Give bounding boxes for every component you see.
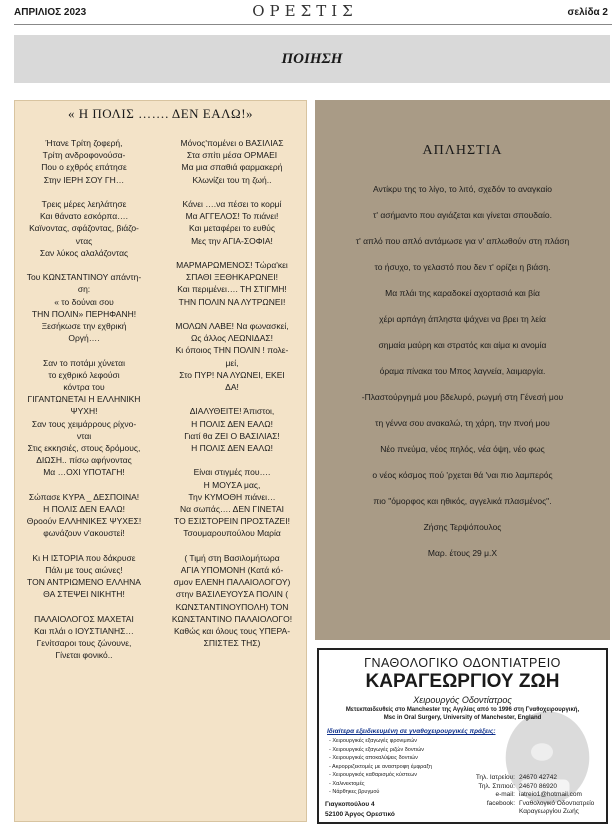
stanza: [162, 466, 302, 539]
poem-line: ΔΑ!: [225, 382, 239, 393]
ad-specialty-item: - Ακρορριζεκτομές με αναστροφη έμφραξη: [329, 763, 432, 770]
poem-line: ΚΩΝΣΤΑΝΤΙΝΟ ΠΑΛΑΙΟΛΟΓΟ!: [171, 613, 293, 624]
poem-title-polis: « Η ΠΟΛΙΣ ……. ΔΕΝ ΕΑΛΩ!»: [67, 106, 254, 121]
poem-line: το εχθρικό λεφούσι: [48, 369, 120, 380]
poem-line: ΤΟ ΕΣΙΣΤΟΡΕΙΝ ΠΡΟΣΤΑΖΕΙ!: [174, 516, 290, 527]
ad-education: [323, 706, 602, 722]
poem-line: Ως άλλος ΛΕΩΝΙΔΑΣ!: [191, 333, 273, 344]
header-divider: [14, 24, 612, 25]
poem-line: ΓΙΓΑΝΤΩΝΕΤΑΙ Η ΕΛΛΗΝΙΚΗ: [27, 394, 141, 405]
stanza: [14, 552, 154, 601]
ad-contact-value: 24670 86920: [519, 782, 557, 790]
ad-heading: ΓΝΑΘΟΛΟΓΙΚΟ ΟΔΟΝΤΙΑΤΡΕΙΟ: [364, 656, 561, 670]
poem-line: Ξεσήκωσε την εχθρική: [41, 321, 127, 332]
poem-line: Μόνος'πομένει ο ΒΑΣΙΛΙΑΣ: [180, 138, 284, 148]
poem-line: Σώπασε ΚΥΡΑ _ ΔΕΣΠΟΙΝΑ!: [28, 491, 140, 502]
ad-specialty-item: - Χαλινεκτομές: [329, 780, 365, 787]
poem-title-aplistia: ΑΠΛΗΣΤΙΑ: [422, 143, 503, 158]
stanza: [162, 552, 302, 650]
poem-line: Μαρ. έτους 29 μ.Χ: [427, 548, 498, 558]
poem-line: -Πλαστούργημά μου βδελυρό, ρωγμή στη Γένεσή μου: [361, 392, 564, 402]
poem-line: Κάνει ….να πέσει το κορμί: [182, 199, 282, 209]
poem-column-2: [162, 137, 302, 662]
section-title: ΠΟΙΗΣΗ: [281, 50, 343, 67]
poem-line: ση:: [77, 284, 91, 295]
poem-line: Και περιμένει…. ΤΗ ΣΤΙΓΜΗ!: [177, 284, 287, 295]
poem-line: Κι όποιος ΤΗΝ ΠΟΛΙΝ ! πολε-: [175, 345, 289, 356]
poem-line: Κι Η ΙΣΤΟΡΙΑ που δάκρυσε: [32, 552, 136, 563]
ad-education-line: Μετεκπαιδευθείς στο Manchester της Αγγλίας από το 1996 στη Γναθοχειρουργική,: [345, 707, 580, 713]
stanza: [14, 198, 154, 259]
poem-line: Ζήσης Τερψόπουλος: [423, 522, 502, 532]
poem-line: κόντρα του: [63, 382, 105, 393]
ad-specialty-item: - Νάρθηκες βρυγμού: [329, 789, 380, 795]
poem-line: Και θάνατο εσκόρπα….: [39, 211, 128, 222]
ad-contact-row: [459, 774, 594, 783]
poem-line: στην ΒΑΣΙΛΕΥΟΥΣΑ ΠΟΛΙΝ (: [175, 589, 289, 600]
ad-contact-row: [459, 783, 594, 792]
stanza: [14, 271, 154, 344]
ad-specialty-list: [329, 737, 432, 797]
poem-line: Σαν τους χειμάρρους ρίχνο-: [31, 418, 137, 429]
poem-line: όραμα πίνακα του Μπος λαγνεία, λαιμαργία.: [379, 366, 546, 376]
poem-line: Είναι στιγμές που….: [193, 467, 271, 478]
poem-line: Ήτανε Τρίτη ζοφερή,: [45, 138, 123, 148]
ad-contact-value: Καραγεωργίου Ζωής: [519, 808, 579, 815]
poem-line: ΣΠΑΘΙ ΞΕΘΗΚΑΡΩΝΕΙ!: [185, 272, 279, 283]
poem-line: Και μεταφέρει το ευθύς: [189, 223, 275, 234]
ad-address: [325, 800, 395, 820]
poem-line: Στα σπίτι μέσα ΟΡΜΑΕΙ: [186, 150, 278, 161]
stanza: [162, 137, 302, 186]
poem-line: σμον ΕΛΕΝΗ ΠΑΛΑΙΟΛΟΓΟΥ): [173, 577, 291, 588]
poem-line: Σαν λύκος αλαλάζοντας: [39, 247, 129, 258]
poem-line: Η ΜΟΥΣΑ μας,: [203, 479, 261, 490]
ad-contact-label: facebook:: [486, 799, 515, 807]
stanza: [162, 405, 302, 454]
poem-line: Τρεις μέρες λεηλάτησε: [41, 199, 127, 209]
stanza: [162, 320, 302, 393]
poem-line: Νέο πνεύμα, νέος πηλός, νέα όψη, νέο φως: [380, 444, 545, 454]
page-number: σελίδα 2: [567, 7, 608, 18]
poem-line: ΣΠΙΣΤΕΣ ΤΗΣ): [203, 638, 261, 649]
poem-line: Γενίτσαροι τους ζώνουνε,: [36, 638, 132, 649]
poem-line: τ' ασήμαντο που αγιάζεται και γίνεται σπουδαίο.: [373, 210, 552, 220]
poem-line: Να σωπάς…. ΔΕΝ ΓΙΝΕΤΑΙ: [180, 504, 284, 515]
ad-contact-value: 24670 42742: [519, 774, 557, 781]
poem-line: ΑΓΙΑ ΥΠΟΜΟΝΗ (Κατά κό-: [180, 565, 284, 576]
poem-line: Καϊνοντας, σφάζοντας, βιάζο-: [29, 223, 139, 234]
ad-contact-row: [459, 808, 594, 817]
poem-line: Κλωνίζει του τη ζωή..: [192, 174, 272, 185]
poem-line: ΠΑΛΑΙΟΛΟΓΟΣ ΜΑΧΕΤΑΙ: [34, 613, 134, 624]
poem-line: μεί,: [225, 357, 239, 368]
poem-line: Η ΠΟΛΙΣ ΔΕΝ ΕΑΛΩ!: [43, 504, 125, 515]
poem-line: Μα μια σπαθιά φαρμακερή: [181, 162, 283, 173]
poem-line: Και πλάι ο ΙΟΥΣΤΙΑΝΗΣ…: [34, 626, 134, 637]
poem-line: Η ΠΟΛΙΣ ΔΕΝ ΕΑΛΩ!: [191, 443, 273, 454]
poem-line: Μα πλάι της καραδοκεί αχορτασιά και βία: [385, 288, 540, 298]
poem-line: Θροούν ΕΛΛΗΝΙΚΕΣ ΨΥΧΕΣ!: [26, 516, 142, 527]
poem-line: « το δούναι σου: [54, 296, 114, 307]
poem-line: Του ΚΩΝΣΤΑΝΤΙΝΟΥ απάντη-: [26, 272, 142, 283]
ad-contact-label: e-mail:: [495, 791, 515, 798]
poem-line: Αντίκρυ της το λίγο, το λιτό, σχεδόν το αναγκαίο: [373, 184, 552, 194]
poem-line: φωνάζουν ν'ακουστεί!: [43, 528, 125, 539]
ad-specialty-item: - Χειρουργικός καθαρισμός κύστεων: [329, 772, 417, 778]
poem-line: χέρι αρπάγη άπληστα ψάχνει να βρει τη λεία: [379, 314, 546, 324]
poem-line: ( Τιμή στη Βασιλομήτωρα: [184, 552, 280, 563]
poem-line: σημαία μαύρη και στρατός και αίμα κι ανομία: [378, 340, 547, 350]
ad-contact-label: [459, 808, 519, 817]
poem-line: ΤΗΝ ΠΟΛΙΝ ΝΑ ΛΥΤΡΩΝΕΙ!: [178, 296, 286, 307]
poem-line: Μα …ΟΧΙ ΥΠΟΤΑΓΗ!: [43, 467, 125, 478]
poem-line: Μα ΑΓΓΕΛΟΣ! Το πιάνει!: [185, 211, 279, 222]
issue-date: ΑΠΡΙΛΙΟΣ 2023: [14, 7, 87, 18]
stanza: [14, 491, 154, 540]
poem-line: ΘΑ ΣΤΕΨΕΙ ΝΙΚΗΤΗ!: [43, 589, 125, 600]
stanza: [14, 137, 154, 186]
stanza: [162, 259, 302, 308]
poem-line: Γιατί θα ΖΕΙ Ο ΒΑΣΙΛΙΑΣ!: [184, 430, 280, 441]
poem-line: Στο ΠΥΡ! ΝΑ ΛΥΩΝΕΙ, ΕΚΕΙ: [179, 369, 285, 380]
poem-line: Μες την ΑΓΙΑ-ΣΟΦΙΑ!: [191, 235, 273, 246]
poem-line: το ήσυχο, το γελαστό που δεν τ' ορίζει η βιάση.: [374, 262, 551, 272]
poem-line: Στην ΙΕΡΗ ΣΟΥ ΓΗ…: [43, 174, 125, 185]
ad-specialty-item: - Χειρουργικές αποκαλύψεις δοντιών: [329, 755, 418, 761]
poem-line: ΨΥΧΗ!: [70, 406, 98, 417]
poem-line: Τρίτη ανδροφονούσα-: [42, 150, 126, 161]
stanza: [14, 357, 154, 479]
masthead: ΟΡΕΣΤΙΣ: [252, 2, 358, 20]
poem-line: Σαν το ποτάμι χύνεται: [43, 357, 125, 368]
ad-contact-label: Τηλ. Σπιτιού:: [478, 782, 515, 790]
poem-line: πιο "όμορφος και ηθικός, αγγελικά πλασμένος".: [373, 496, 552, 506]
ad-specialty-title: Ιδιαίτερα εξειδικευμένη σε γναθοχειρουργικές πράξεις:: [327, 728, 496, 735]
ad-contacts: [459, 774, 594, 817]
poem-line: Την ΚΥΜΟΘΗ πιάνει…: [188, 491, 276, 502]
ad-contact-value: Γναθολογικό Οδοντιατρείο: [519, 799, 595, 807]
poem-line: ΚΩΝΣΤΑΝΤΙΝΟΥΠΟΛΗ) ΤΟΝ: [175, 601, 289, 612]
poem-line: τ' απλό που απλό αντάμωσε για ν' απλωθούν στη πλάση: [355, 236, 570, 246]
poem-line: Η ΠΟΛΙΣ ΔΕΝ ΕΑΛΩ!: [191, 418, 273, 429]
ad-address-city: 52100 Άργος Ορεστικό: [325, 811, 395, 818]
poem-line: ΤΗΝ ΠΟΛΙΝ» ΠΕΡΗΦΑΝΗ!: [31, 308, 137, 319]
stanza: [14, 613, 154, 662]
ad-address-street: Γιαγκοπούλου 4: [325, 801, 375, 808]
ad-contact-row: [459, 791, 594, 800]
poem-aplistia-text: [318, 176, 607, 566]
poem-line: Καθώς και όλους τους ΥΠΕΡΑ-: [173, 626, 291, 637]
poem-line: Οργή….: [68, 333, 100, 344]
ad-contact-row: [459, 800, 594, 809]
poem-line: ΜΑΡΜΑΡΩΜΕΝΟΣ! Τώρα'κει: [176, 260, 288, 270]
ad-specialty-item: - Χειρουργικές εξαγωγές ριζών δοντιών: [329, 746, 425, 753]
poem-line: Στις εκκησιές, στους δρόμους,: [27, 443, 141, 454]
poem-line: Που ο εχθρός επάτησε: [41, 162, 127, 173]
poem-line: ΜΟΛΩΝ ΛΑΒΕ! Να φωνασκεί,: [175, 321, 289, 331]
poem-line: ντας: [75, 235, 93, 246]
poem-line: Τσουμαρουπούλου Μαρία: [183, 528, 281, 539]
poem-line: Γίνεται φονικό..: [55, 650, 113, 661]
poem-line: ΤΟΝ ΑΝΤΡΙΩΜΕΝΟ ΕΛΛΗΝΑ: [27, 577, 141, 588]
poem-line: τη γέννα σου ανακαλώ, τη χάρη, την πνοή μου: [375, 418, 550, 428]
poem-line: ΔΙΑΛΥΘΕΙΤΕ! Άπιστοι,: [189, 406, 275, 417]
ad-specialty-item: - Χειρουργικές εξαγωγές φρονιμιτών: [329, 738, 418, 744]
poem-line: ΔΙΩΣΗ.. πίσω αφήνοντας: [36, 455, 132, 466]
ad-education-line: Msc in Oral Surgery, University of Manchester, England: [383, 715, 542, 721]
poem-line: ο νέος κόσμος πού 'ρχεται θά 'ναι πιο λαμπερός: [372, 470, 553, 480]
dentist-advertisement: [317, 648, 608, 824]
ad-contact-label: Τηλ. Ιατρείου:: [475, 774, 515, 781]
poem-line: νται: [76, 430, 92, 441]
ad-name: ΚΑΡΑΓΕΩΡΓΙΟΥ ΖΩΗ: [365, 671, 560, 692]
poem-line: Πάλι με τους αιώνες!: [45, 565, 123, 576]
ad-contact-value[interactable]: iatreio1@hotmail.com: [519, 791, 582, 798]
stanza: [162, 198, 302, 247]
poem-column-1: [14, 137, 154, 674]
ad-role: Χειρουργός Οδοντίατρος: [413, 695, 512, 705]
section-banner: [14, 35, 610, 83]
